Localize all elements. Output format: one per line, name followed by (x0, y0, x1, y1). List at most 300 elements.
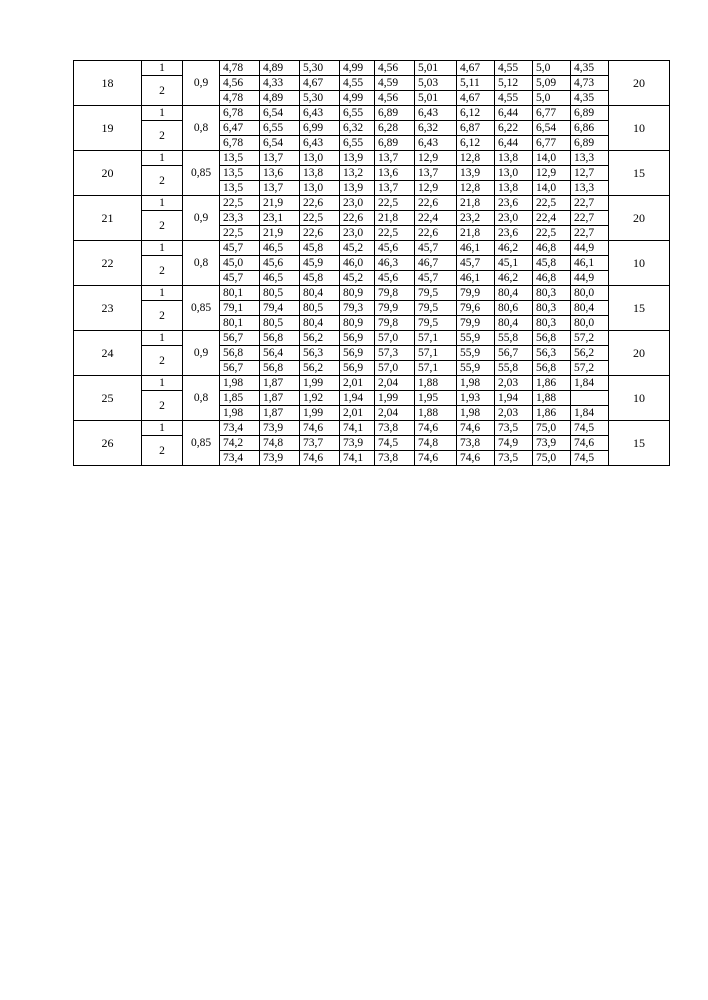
value-cell: 74,6 (415, 421, 457, 436)
value-cell: 1,99 (375, 391, 415, 406)
value-cell: 56,9 (340, 331, 375, 346)
value-cell: 45,7 (220, 271, 260, 286)
value-cell: 5,0 (533, 91, 571, 106)
value-cell: 45,7 (415, 271, 457, 286)
sub-index-cell: 1 (142, 286, 183, 301)
value-cell: 80,4 (300, 286, 340, 301)
sub-index-cell: 2 (142, 211, 183, 241)
value-cell: 1,99 (300, 406, 340, 421)
value-cell: 22,5 (220, 226, 260, 241)
value-cell: 5,30 (300, 61, 340, 76)
value-cell: 80,0 (571, 316, 609, 331)
value-cell: 79,4 (260, 301, 300, 316)
value-cell: 55,9 (457, 346, 495, 361)
value-cell: 6,99 (300, 121, 340, 136)
value-cell: 73,5 (495, 451, 533, 466)
value-cell: 6,55 (340, 136, 375, 151)
value-cell: 1,87 (260, 391, 300, 406)
value-cell: 5,30 (300, 91, 340, 106)
table-row (74, 211, 670, 226)
value-cell: 56,8 (260, 361, 300, 376)
value-cell: 45,8 (533, 256, 571, 271)
value-cell: 6,78 (220, 106, 260, 121)
value-cell: 74,6 (415, 451, 457, 466)
value-cell: 80,4 (300, 316, 340, 331)
value-cell: 4,35 (571, 91, 609, 106)
value-cell: 6,32 (415, 121, 457, 136)
table-row (74, 166, 670, 181)
value-cell: 80,3 (533, 316, 571, 331)
value-cell: 6,44 (495, 106, 533, 121)
coefficient-cell: 0,8 (183, 376, 220, 421)
value-cell: 6,43 (415, 136, 457, 151)
value-cell: 22,6 (340, 211, 375, 226)
value-cell: 6,28 (375, 121, 415, 136)
table-row (74, 76, 670, 91)
value-cell: 45,6 (375, 271, 415, 286)
value-cell: 13,3 (571, 151, 609, 166)
value-cell: 57,1 (415, 346, 457, 361)
value-cell: 46,1 (457, 271, 495, 286)
sub-index-cell: 1 (142, 421, 183, 436)
value-cell: 1,84 (571, 376, 609, 391)
value-cell: 22,7 (571, 211, 609, 226)
value-cell: 55,9 (457, 331, 495, 346)
value-cell: 22,6 (415, 226, 457, 241)
value-cell: 2,04 (375, 406, 415, 421)
sub-index-cell: 1 (142, 106, 183, 121)
value-cell: 79,9 (375, 301, 415, 316)
value-cell: 46,5 (260, 271, 300, 286)
value-cell: 56,3 (533, 346, 571, 361)
value-cell: 6,54 (260, 106, 300, 121)
value-cell: 2,03 (495, 376, 533, 391)
value-cell: 2,04 (375, 376, 415, 391)
value-cell: 45,2 (340, 271, 375, 286)
value-cell: 22,5 (220, 196, 260, 211)
value-cell: 22,7 (571, 226, 609, 241)
value-cell: 73,9 (340, 436, 375, 451)
value-cell: 45,9 (300, 256, 340, 271)
value-cell: 45,7 (220, 241, 260, 256)
value-cell: 6,54 (260, 136, 300, 151)
sub-index-cell: 1 (142, 151, 183, 166)
coefficient-cell: 0,85 (183, 151, 220, 196)
value-cell: 46,3 (375, 256, 415, 271)
value-cell: 74,6 (571, 436, 609, 451)
value-cell: 80,4 (495, 286, 533, 301)
value-cell: 4,99 (340, 61, 375, 76)
table-row (74, 61, 670, 76)
value-cell: 80,9 (340, 286, 375, 301)
value-cell: 1,88 (415, 406, 457, 421)
value-cell: 79,6 (457, 301, 495, 316)
sub-index-cell: 1 (142, 376, 183, 391)
value-cell: 74,6 (300, 451, 340, 466)
value-cell: 56,3 (300, 346, 340, 361)
value-cell: 74,8 (260, 436, 300, 451)
value-cell: 6,44 (495, 136, 533, 151)
value-cell: 80,4 (571, 301, 609, 316)
value-cell: 56,7 (220, 361, 260, 376)
value-cell: 6,78 (220, 136, 260, 151)
value-cell: 6,87 (457, 121, 495, 136)
value-cell: 1,86 (533, 406, 571, 421)
value-cell: 80,1 (220, 286, 260, 301)
value-cell: 73,8 (375, 421, 415, 436)
value-cell: 5,11 (457, 76, 495, 91)
value-cell: 46,5 (260, 241, 300, 256)
value-cell: 12,8 (457, 151, 495, 166)
value-cell: 56,2 (300, 331, 340, 346)
variant-number-cell: 18 (74, 61, 142, 106)
value-cell: 6,47 (220, 121, 260, 136)
value-cell: 4,59 (375, 76, 415, 91)
value-cell: 13,7 (375, 151, 415, 166)
value-cell: 45,6 (260, 256, 300, 271)
last-column-cell: 20 (609, 196, 670, 241)
value-cell: 46,1 (571, 256, 609, 271)
value-cell: 1,88 (415, 376, 457, 391)
value-cell: 4,99 (340, 91, 375, 106)
value-cell: 13,5 (220, 151, 260, 166)
value-cell: 80,0 (571, 286, 609, 301)
value-cell: 13,8 (300, 166, 340, 181)
value-cell: 75,0 (533, 451, 571, 466)
value-cell: 13,5 (220, 166, 260, 181)
value-cell: 45,7 (415, 241, 457, 256)
value-cell: 6,86 (571, 121, 609, 136)
value-cell: 1,95 (415, 391, 457, 406)
value-cell: 45,2 (340, 241, 375, 256)
value-cell: 23,3 (220, 211, 260, 226)
sub-index-cell: 1 (142, 61, 183, 76)
value-cell: 6,89 (375, 136, 415, 151)
value-cell: 74,5 (375, 436, 415, 451)
value-cell: 80,4 (495, 316, 533, 331)
value-cell: 74,5 (571, 451, 609, 466)
value-cell: 73,8 (457, 436, 495, 451)
value-cell: 45,8 (300, 271, 340, 286)
value-cell: 1,87 (260, 406, 300, 421)
table-row (74, 421, 670, 436)
value-cell: 4,89 (260, 61, 300, 76)
table-row (74, 301, 670, 316)
value-cell: 6,43 (300, 106, 340, 121)
value-cell: 45,8 (300, 241, 340, 256)
value-cell: 4,55 (495, 91, 533, 106)
value-cell: 1,99 (300, 376, 340, 391)
value-cell: 6,12 (457, 106, 495, 121)
value-cell: 12,7 (571, 166, 609, 181)
value-cell: 46,8 (533, 271, 571, 286)
value-cell: 57,0 (375, 331, 415, 346)
sub-index-cell: 2 (142, 391, 183, 421)
value-cell: 4,55 (495, 61, 533, 76)
value-cell: 4,73 (571, 76, 609, 91)
value-cell: 22,6 (300, 196, 340, 211)
value-cell: 45,6 (375, 241, 415, 256)
value-cell: 1,94 (495, 391, 533, 406)
value-cell: 13,8 (495, 151, 533, 166)
value-cell: 5,01 (415, 91, 457, 106)
value-cell: 13,9 (457, 166, 495, 181)
coefficient-cell: 0,85 (183, 421, 220, 466)
value-cell: 56,2 (300, 361, 340, 376)
value-cell: 22,5 (300, 211, 340, 226)
value-cell: 56,9 (340, 361, 375, 376)
value-cell: 1,92 (300, 391, 340, 406)
value-cell: 45,0 (220, 256, 260, 271)
last-column-cell: 10 (609, 106, 670, 151)
value-cell: 6,77 (533, 136, 571, 151)
value-cell: 45,1 (495, 256, 533, 271)
coefficient-cell: 0,9 (183, 331, 220, 376)
variant-number-cell: 23 (74, 286, 142, 331)
table-row (74, 436, 670, 451)
value-cell: 6,54 (533, 121, 571, 136)
value-cell: 1,85 (220, 391, 260, 406)
last-column-cell: 15 (609, 286, 670, 331)
value-cell: 1,98 (220, 376, 260, 391)
value-cell: 22,4 (415, 211, 457, 226)
value-cell: 21,8 (457, 226, 495, 241)
sub-index-cell: 2 (142, 256, 183, 286)
value-cell: 6,43 (300, 136, 340, 151)
value-cell: 6,32 (340, 121, 375, 136)
variant-number-cell: 22 (74, 241, 142, 286)
value-cell: 21,9 (260, 196, 300, 211)
value-cell: 21,8 (457, 196, 495, 211)
value-cell: 74,5 (571, 421, 609, 436)
value-cell: 12,9 (415, 151, 457, 166)
value-cell: 46,0 (340, 256, 375, 271)
value-cell: 1,94 (340, 391, 375, 406)
value-cell: 23,2 (457, 211, 495, 226)
value-cell: 1,98 (220, 406, 260, 421)
value-cell: 80,5 (260, 286, 300, 301)
value-cell: 80,3 (533, 286, 571, 301)
value-cell: 5,0 (533, 61, 571, 76)
value-cell: 22,5 (533, 196, 571, 211)
value-cell: 23,1 (260, 211, 300, 226)
value-cell: 56,8 (533, 361, 571, 376)
coefficient-cell: 0,85 (183, 286, 220, 331)
sub-index-cell: 2 (142, 76, 183, 106)
table-row (74, 391, 670, 406)
coefficient-cell: 0,8 (183, 241, 220, 286)
value-cell: 2,01 (340, 406, 375, 421)
value-cell: 79,5 (415, 301, 457, 316)
value-cell: 12,9 (415, 181, 457, 196)
last-column-cell: 15 (609, 151, 670, 196)
value-cell: 13,6 (260, 166, 300, 181)
value-cell: 80,6 (495, 301, 533, 316)
value-cell: 4,35 (571, 61, 609, 76)
value-cell: 56,4 (260, 346, 300, 361)
value-cell: 57,1 (415, 361, 457, 376)
value-cell: 6,55 (260, 121, 300, 136)
table-row (74, 151, 670, 166)
value-cell: 79,9 (457, 286, 495, 301)
last-column-cell: 15 (609, 421, 670, 466)
value-cell: 79,8 (375, 316, 415, 331)
value-cell: 44,9 (571, 271, 609, 286)
value-cell: 22,4 (533, 211, 571, 226)
sub-index-cell: 2 (142, 121, 183, 151)
coefficient-cell: 0,8 (183, 106, 220, 151)
value-cell: 22,5 (375, 226, 415, 241)
sub-index-cell: 1 (142, 331, 183, 346)
value-cell: 55,8 (495, 361, 533, 376)
value-cell: 55,9 (457, 361, 495, 376)
value-cell: 57,0 (375, 361, 415, 376)
value-cell: 14,0 (533, 181, 571, 196)
value-cell: 4,33 (260, 76, 300, 91)
sub-index-cell: 2 (142, 166, 183, 196)
value-cell: 13,9 (340, 181, 375, 196)
variant-number-cell: 26 (74, 421, 142, 466)
value-cell: 56,7 (220, 331, 260, 346)
value-cell: 14,0 (533, 151, 571, 166)
value-cell: 22,5 (533, 226, 571, 241)
sub-index-cell: 2 (142, 346, 183, 376)
sub-index-cell: 1 (142, 241, 183, 256)
value-cell: 5,09 (533, 76, 571, 91)
value-cell: 56,8 (220, 346, 260, 361)
value-cell: 13,7 (415, 166, 457, 181)
coefficient-cell: 0,9 (183, 61, 220, 106)
data-table (73, 60, 670, 466)
value-cell: 74,2 (220, 436, 260, 451)
value-cell: 80,1 (220, 316, 260, 331)
value-cell: 13,7 (260, 181, 300, 196)
value-cell: 22,6 (300, 226, 340, 241)
variant-number-cell: 24 (74, 331, 142, 376)
value-cell: 23,0 (495, 211, 533, 226)
value-cell: 5,01 (415, 61, 457, 76)
value-cell: 4,67 (300, 76, 340, 91)
value-cell: 6,89 (571, 136, 609, 151)
value-cell: 56,9 (340, 346, 375, 361)
value-cell: 13,0 (495, 166, 533, 181)
value-cell: 13,3 (571, 181, 609, 196)
value-cell: 57,3 (375, 346, 415, 361)
value-cell: 22,7 (571, 196, 609, 211)
table-row (74, 196, 670, 211)
value-cell: 56,7 (495, 346, 533, 361)
value-cell: 46,8 (533, 241, 571, 256)
value-cell: 56,2 (571, 346, 609, 361)
value-cell: 6,22 (495, 121, 533, 136)
value-cell: 12,8 (457, 181, 495, 196)
value-cell: 4,78 (220, 91, 260, 106)
value-cell: 79,1 (220, 301, 260, 316)
value-cell: 80,9 (340, 316, 375, 331)
value-cell: 4,56 (375, 91, 415, 106)
value-cell: 80,3 (533, 301, 571, 316)
value-cell: 4,67 (457, 61, 495, 76)
value-cell: 6,89 (571, 106, 609, 121)
table-row (74, 346, 670, 361)
sub-index-cell: 1 (142, 196, 183, 211)
value-cell: 46,1 (457, 241, 495, 256)
value-cell: 12,9 (533, 166, 571, 181)
value-cell: 46,2 (495, 271, 533, 286)
value-cell: 79,3 (340, 301, 375, 316)
value-cell: 22,5 (375, 196, 415, 211)
value-cell: 79,8 (375, 286, 415, 301)
value-cell: 1,93 (457, 391, 495, 406)
sub-index-cell: 2 (142, 436, 183, 466)
table-row (74, 121, 670, 136)
table-row (74, 286, 670, 301)
value-cell: 73,4 (220, 451, 260, 466)
value-cell: 1,98 (457, 376, 495, 391)
value-cell: 23,0 (340, 196, 375, 211)
variant-number-cell: 21 (74, 196, 142, 241)
value-cell: 1,98 (457, 406, 495, 421)
value-cell: 79,5 (415, 316, 457, 331)
value-cell: 74,1 (340, 421, 375, 436)
value-cell: 79,5 (415, 286, 457, 301)
value-cell: 6,12 (457, 136, 495, 151)
value-cell: 2,03 (495, 406, 533, 421)
value-cell: 1,87 (260, 376, 300, 391)
value-cell: 73,9 (260, 421, 300, 436)
value-cell: 73,8 (375, 451, 415, 466)
value-cell: 5,12 (495, 76, 533, 91)
value-cell: 4,89 (260, 91, 300, 106)
table-row (74, 376, 670, 391)
value-cell: 73,9 (260, 451, 300, 466)
value-cell: 6,55 (340, 106, 375, 121)
variant-number-cell: 20 (74, 151, 142, 196)
value-cell: 13,6 (375, 166, 415, 181)
value-cell: 2,01 (340, 376, 375, 391)
last-column-cell: 20 (609, 331, 670, 376)
table-row (74, 106, 670, 121)
value-cell: 75,0 (533, 421, 571, 436)
value-cell: 45,7 (457, 256, 495, 271)
sub-index-cell: 2 (142, 301, 183, 331)
value-cell: 74,6 (457, 421, 495, 436)
value-cell: 6,43 (415, 106, 457, 121)
value-cell: 23,6 (495, 196, 533, 211)
value-cell: 13,0 (300, 181, 340, 196)
value-cell: 79,9 (457, 316, 495, 331)
value-cell: 55,8 (495, 331, 533, 346)
value-cell: 74,9 (495, 436, 533, 451)
value-cell: 13,8 (495, 181, 533, 196)
table-row (74, 256, 670, 271)
value-cell: 21,9 (260, 226, 300, 241)
value-cell: 73,9 (533, 436, 571, 451)
value-cell: 4,56 (375, 61, 415, 76)
last-column-cell: 20 (609, 61, 670, 106)
value-cell: 23,0 (340, 226, 375, 241)
value-cell: 6,77 (533, 106, 571, 121)
value-cell: 4,55 (340, 76, 375, 91)
value-cell: 57,2 (571, 361, 609, 376)
value-cell: 57,2 (571, 331, 609, 346)
value-cell: 4,78 (220, 61, 260, 76)
value-cell: 73,4 (220, 421, 260, 436)
last-column-cell: 10 (609, 376, 670, 421)
variant-number-cell: 19 (74, 106, 142, 151)
value-cell (571, 391, 609, 406)
value-cell: 5,03 (415, 76, 457, 91)
